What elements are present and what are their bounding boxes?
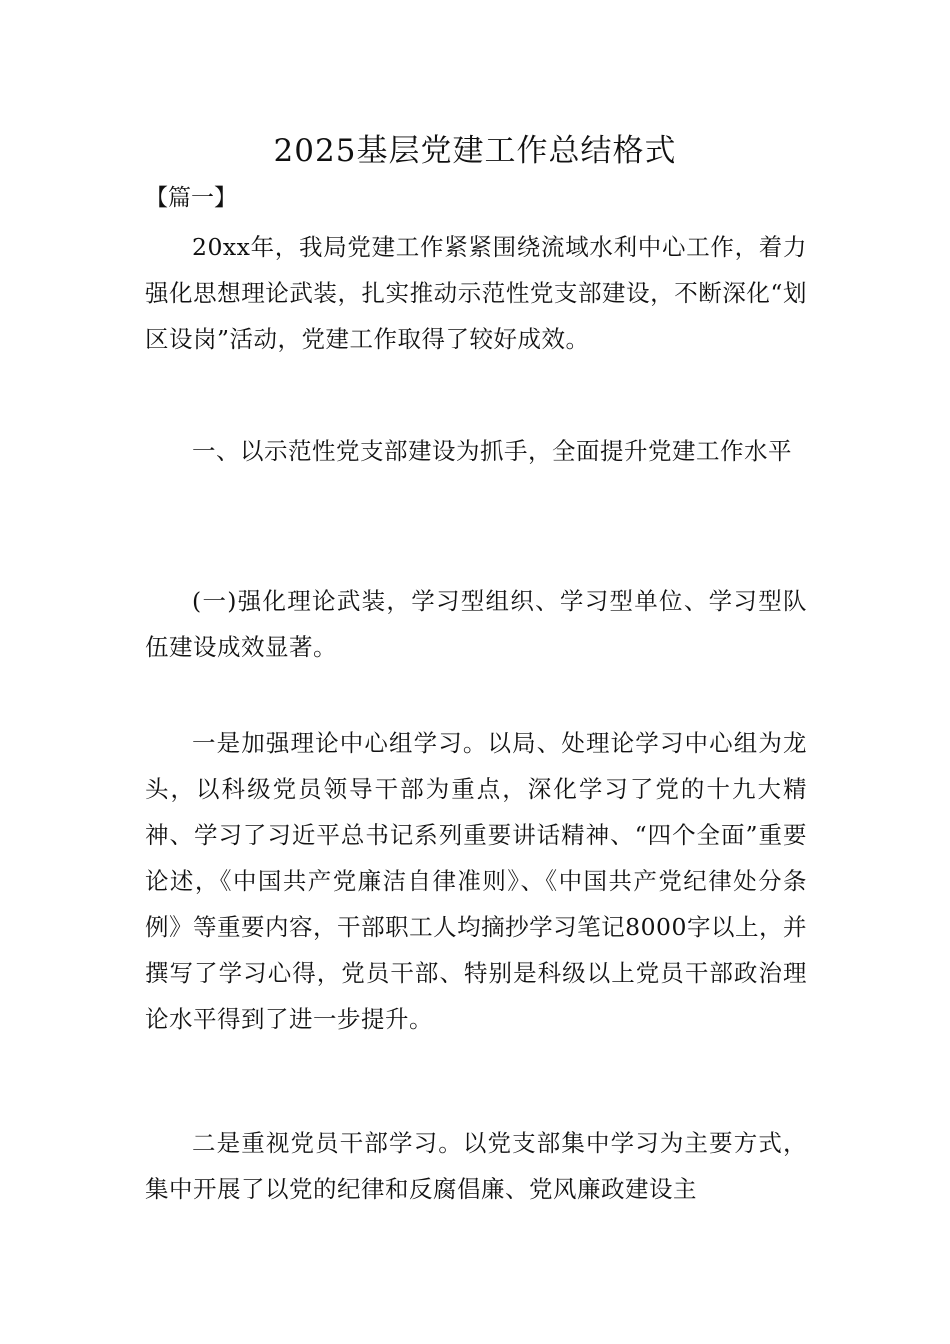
section-label: 【篇一】 [145, 185, 237, 211]
intro-paragraph: 20xx年，我局党建工作紧紧围绕流域水利中心工作，着力强化思想理论武装，扎实推动示范性党支部建设，不断深化“划区设岗”活动，党建工作取得了较好成效。 [145, 233, 807, 353]
point-paragraph-1: 一是加强理论中心组学习。以局、处理论学习中心组为龙头，以科级党员领导干部为重点，深化学习了党的十九大精神、学习了习近平总书记系列重要讲话精神、“四个全面”重要论述，《中国共产党廉洁自律准则》、《中国共产党纪律处分条例》等重要内容，干部职工人均摘抄学习笔记8000字以上，并撰写了学习心得，党员干部、特别是科级以上党员干部政治理论水平得到了进一步提升。 [145, 729, 807, 1033]
section-heading-1: 一、以示范性党支部建设为抓手，全面提升党建工作水平 [192, 437, 792, 465]
subsection-heading-1: (一)强化理论武装，学习型组织、学习型单位、学习型队伍建设成效显著。 [145, 587, 807, 661]
point-paragraph-2: 二是重视党员干部学习。以党支部集中学习为主要方式，集中开展了以党的纪律和反腐倡廉、党风廉政建设主 [145, 1129, 807, 1203]
document-title: 2025基层党建工作总结格式 [273, 133, 677, 169]
